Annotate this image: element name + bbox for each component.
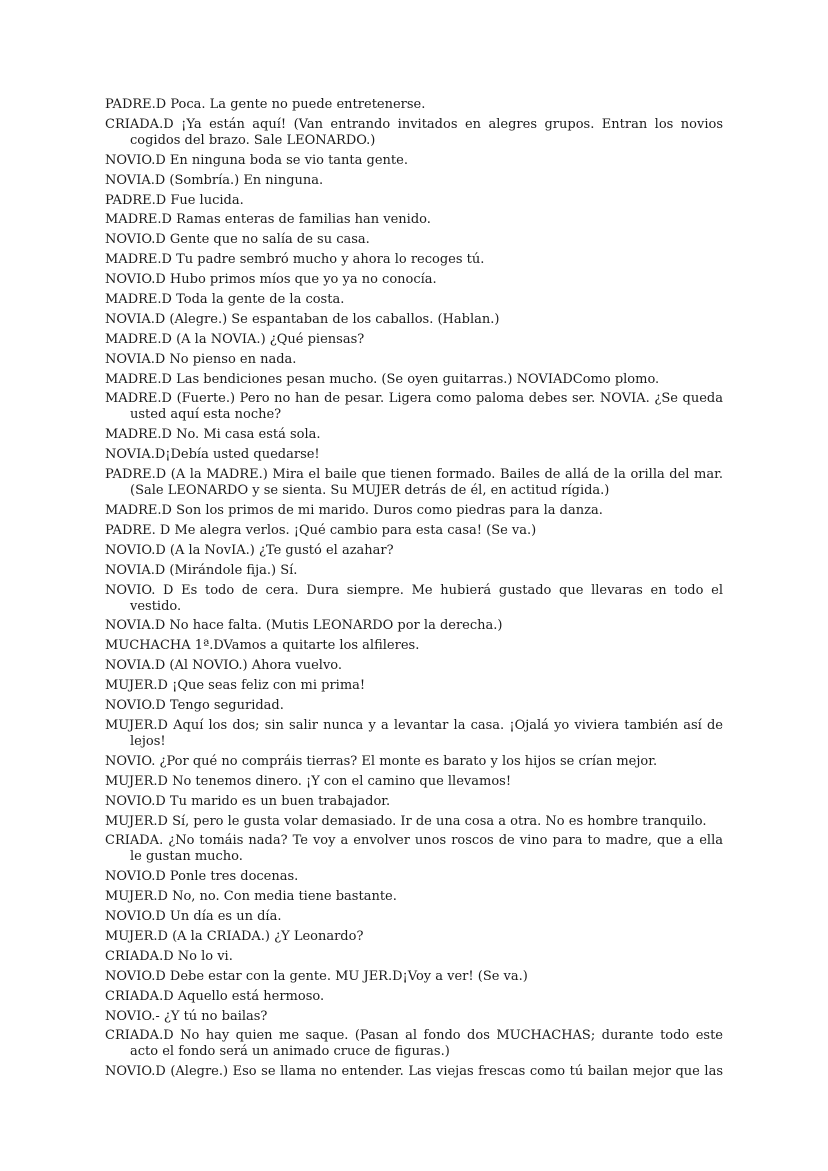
paragraph: MADRE.D Las bendiciones pesan mucho. (Se oyen guitarras.) NOVIADComo plomo. xyxy=(105,371,660,387)
paragraph: MADRE.D Toda la gente de la costa. xyxy=(105,292,345,308)
paragraph: NOVIO.D Tu marido es un buen trabajador. xyxy=(105,793,391,809)
paragraph: NOVIO. D Es todo de cera. Dura siempre. Me hubierá gustado que llevaras en todo el vestido. xyxy=(105,582,723,614)
paragraph: NOVIO.- ¿Y tú no bailas? xyxy=(105,1008,268,1024)
paragraph: NOVIA.D No hace falta. (Mutis LEONARDO por la derecha.) xyxy=(105,618,503,634)
paragraph: MADRE.D Ramas enteras de familias han venido. xyxy=(105,212,431,228)
paragraph: CRIADA.D ¡Ya están aquí! (Van entrando invitados en alegres grupos. Entran los novios cogidos del brazo. Sale LEONARDO.) xyxy=(105,116,723,148)
paragraph: PADRE. D Me alegra verlos. ¡Qué cambio para esta casa! (Se va.) xyxy=(105,522,537,538)
paragraph: MUJER.D Sí, pero le gusta volar demasiado. Ir de una cosa a otra. No es hombre tranquilo. xyxy=(105,813,707,829)
paragraph: NOVIO.D (Alegre.) Eso se llama no entender. Las viejas frescas como tú bailan mejor que las xyxy=(105,1064,723,1080)
paragraph: MUJER.D No tenemos dinero. ¡Y con el camino que llevamos! xyxy=(105,773,512,789)
paragraph: MUJER.D (A la CRIADA.) ¿Y Leonardo? xyxy=(105,928,364,944)
paragraph: CRIADA. ¿No tomáis nada? Te voy a envolver unos roscos de vino para to madre, que a ella le gustan mucho. xyxy=(105,833,723,865)
paragraph: MADRE.D (A la NOVIA.) ¿Qué piensas? xyxy=(105,331,365,347)
paragraph: MUCHACHA 1ª.DVamos a quitarte los alfileres. xyxy=(105,638,420,654)
paragraph: PADRE.D Poca. La gente no puede entretenerse. xyxy=(105,97,426,112)
paragraph: PADRE.D Fue lucida. xyxy=(105,192,244,208)
paragraph: NOVIO.D Debe estar con la gente. MU JER.D¡Voy a ver! (Se va.) xyxy=(105,968,528,984)
paragraph: NOVIO.D (A la NovIA.) ¿Te gustó el azahar? xyxy=(105,542,394,558)
paragraph: MUJER.D ¡Que seas feliz con mi prima! xyxy=(105,678,366,694)
paragraph: NOVIA.D No pienso en nada. xyxy=(105,351,297,367)
document-page xyxy=(105,97,723,1084)
paragraph: CRIADA.D No hay quien me saque. (Pasan al fondo dos MUCHACHAS; durante todo este acto el fondo será un animado cruce de figuras.) xyxy=(105,1028,723,1060)
paragraph: NOVIO.D Gente que no salía de su casa. xyxy=(105,232,370,248)
paragraph: NOVIA.D¡Debía usted quedarse! xyxy=(105,447,320,463)
paragraph: CRIADA.D No lo vi. xyxy=(105,948,233,964)
paragraph: NOVIA.D (Sombría.) En ninguna. xyxy=(105,172,324,188)
paragraph: NOVIO.D Hubo primos míos que yo ya no conocía. xyxy=(105,272,437,288)
paragraph: NOVIA.D (Mirándole fija.) Sí. xyxy=(105,562,298,578)
paragraph: PADRE.D (A la MADRE.) Mira el baile que tienen formado. Bailes de allá de la orilla del mar. (Sale LEONARDO y se sienta. Su MUJER detrás de él, en actitud rígida.) xyxy=(105,467,723,499)
paragraph: NOVIO.D Tengo seguridad. xyxy=(105,698,284,714)
paragraph: NOVIO.D En ninguna boda se vio tanta gente. xyxy=(105,152,408,168)
paragraph: MUJER.D Aquí los dos; sin salir nunca y a levantar la casa. ¡Ojalá yo viviera también así de lejos! xyxy=(105,717,723,749)
paragraph: NOVIO. ¿Por qué no compráis tierras? El monte es barato y los hijos se crían mejor. xyxy=(105,753,658,769)
paragraph: MUJER.D No, no. Con media tiene bastante. xyxy=(105,889,397,905)
paragraph: MADRE.D Tu padre sembró mucho y ahora lo recoges tú. xyxy=(105,252,485,268)
paragraph: MADRE.D Son los primos de mi marido. Duros como piedras para la danza. xyxy=(105,503,603,519)
paragraph: NOVIA.D (Alegre.) Se espantaban de los caballos. (Hablan.) xyxy=(105,311,500,327)
paragraph: MADRE.D (Fuerte.) Pero no han de pesar. Ligera como paloma debes ser. NOVIA. ¿Se queda usted aquí esta noche? xyxy=(105,391,723,423)
paragraph: NOVIO.D Ponle tres docenas. xyxy=(105,869,299,885)
paragraph: NOVIO.D Un día es un día. xyxy=(105,909,282,925)
paragraph: NOVIA.D (Al NOVIO.) Ahora vuelvo. xyxy=(105,658,343,674)
paragraph: MADRE.D No. Mi casa está sola. xyxy=(105,427,321,443)
paragraph: CRIADA.D Aquello está hermoso. xyxy=(105,988,325,1004)
